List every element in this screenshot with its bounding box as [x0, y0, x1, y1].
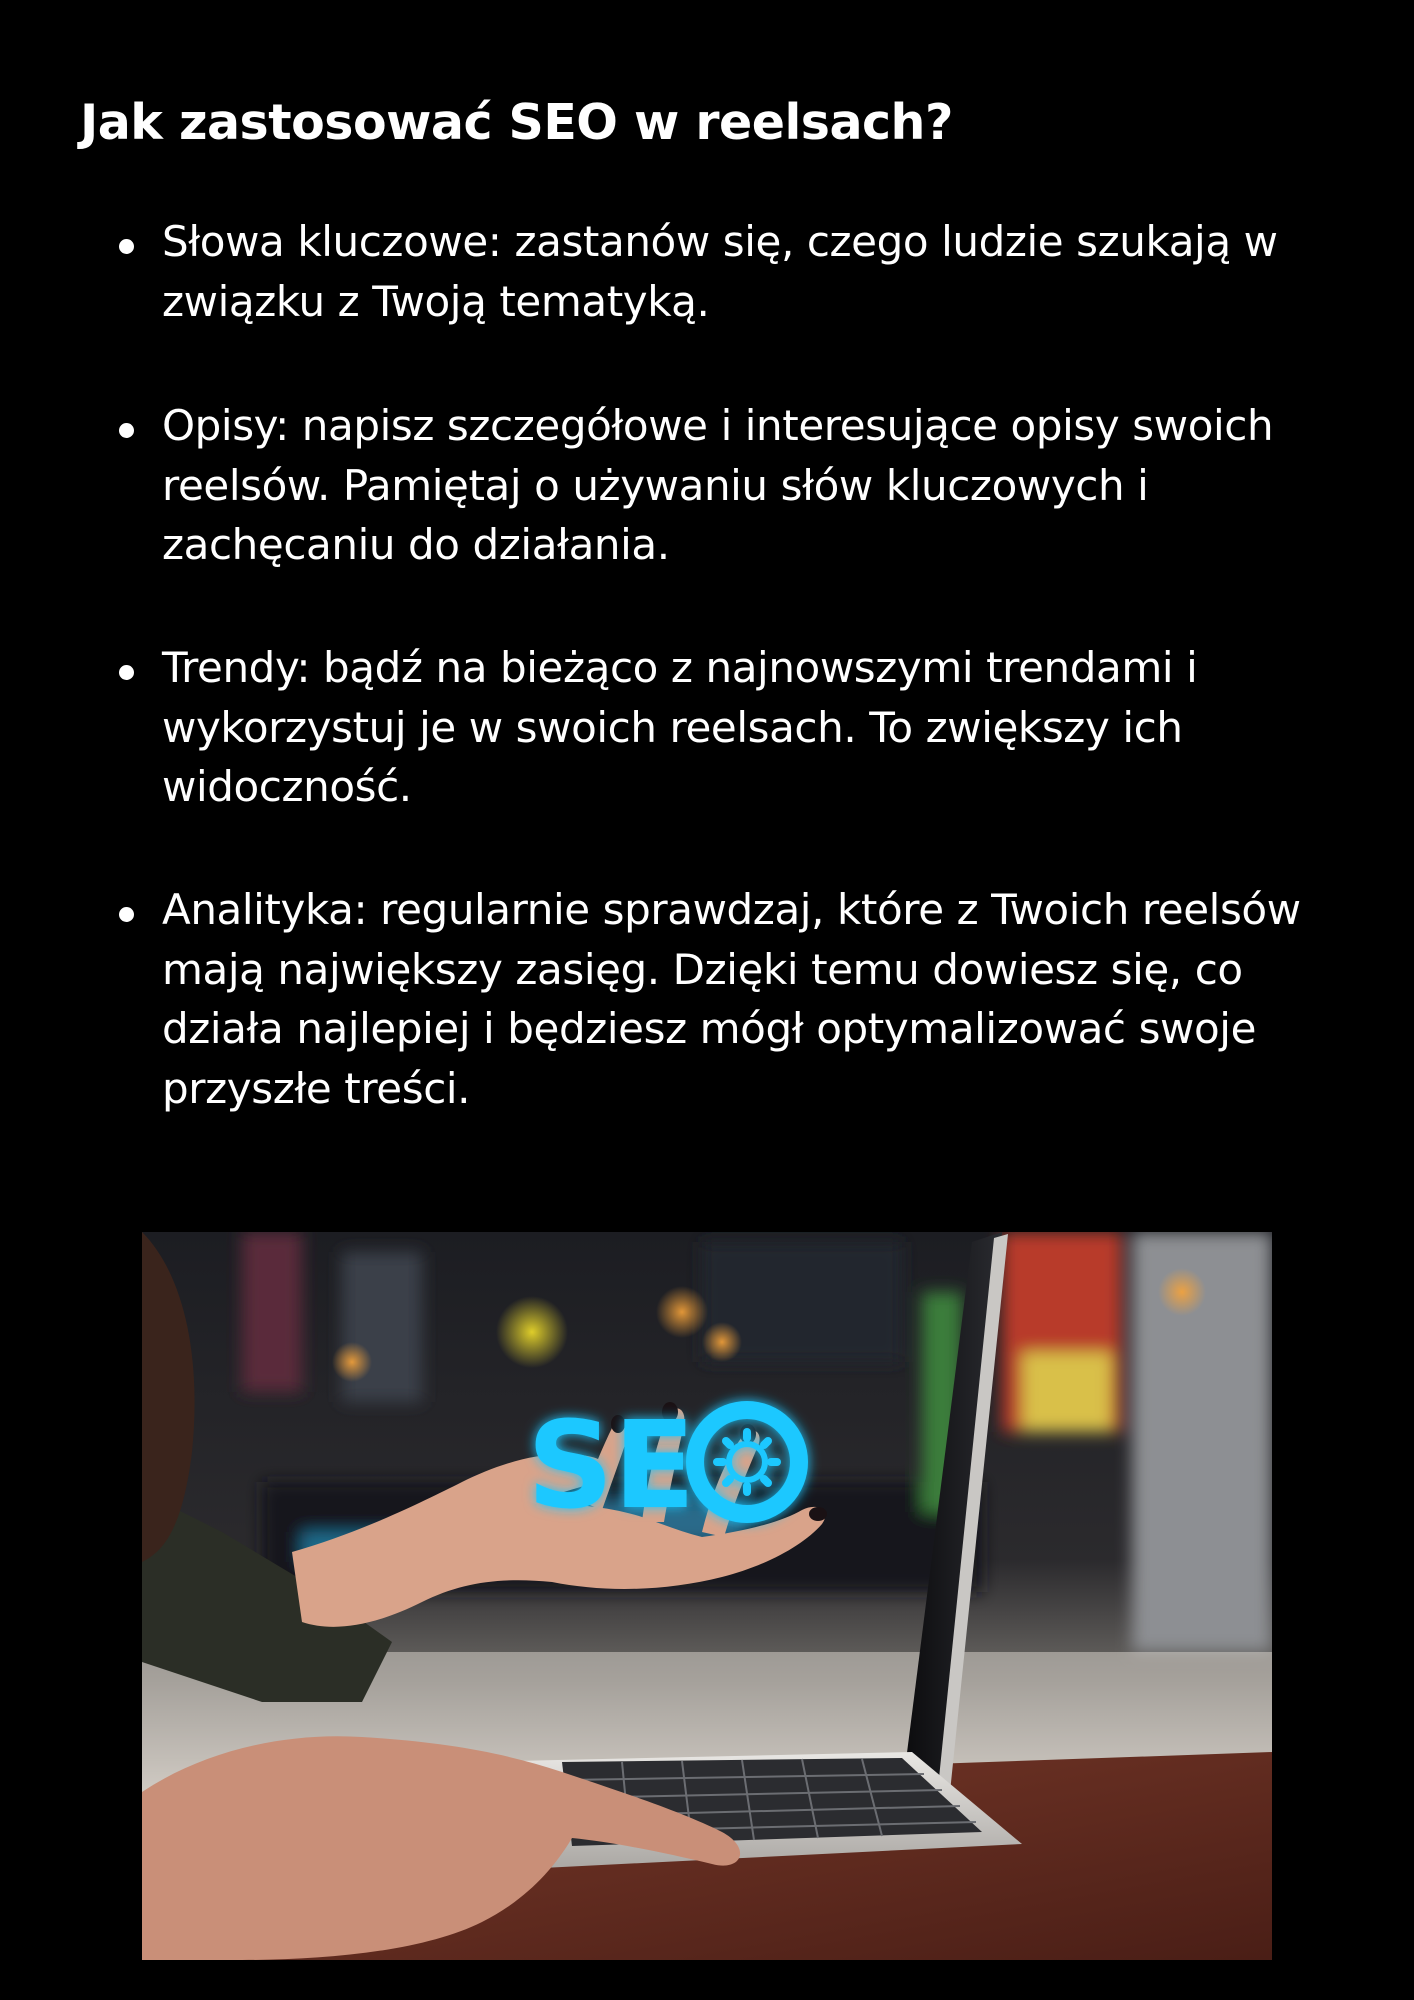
list-item — [162, 396, 1362, 575]
list-item-text: Opisy: napisz szczegółowe i interesujące opisy swoich reelsów. Pamiętaj o używaniu słów kluczowych i zachęcaniu do działania. — [162, 401, 1274, 570]
bullet-dot-icon — [119, 423, 134, 438]
bullet-dot-icon — [119, 907, 134, 922]
bullet-dot-icon — [119, 665, 134, 680]
list-item-text: Analityka: regularnie sprawdzaj, które z Twoich reelsów mają największy zasięg. Dzięki temu dowiesz się, co działa najlepiej i będziesz mógł optymalizować swoje przyszłe treści. — [162, 885, 1301, 1113]
seo-text: SE — [527, 1397, 696, 1536]
list-item — [162, 638, 1362, 817]
seo-laptop-illustration — [142, 1232, 1272, 1960]
list-item — [162, 880, 1362, 1119]
list-item — [162, 212, 1362, 331]
page-title: Jak zastosować SEO w reelsach? — [80, 94, 953, 151]
list-item-text: Słowa kluczowe: zastanów się, czego ludzie szukają w związku z Twoją tematyką. — [162, 217, 1278, 326]
seo-laptop-photo — [142, 1232, 1272, 1960]
bullet-dot-icon — [119, 239, 134, 254]
list-item-text: Trendy: bądź na bieżąco z najnowszymi trendami i wykorzystuj je w swoich reelsach. To zwiększy ich widoczność. — [162, 643, 1198, 812]
